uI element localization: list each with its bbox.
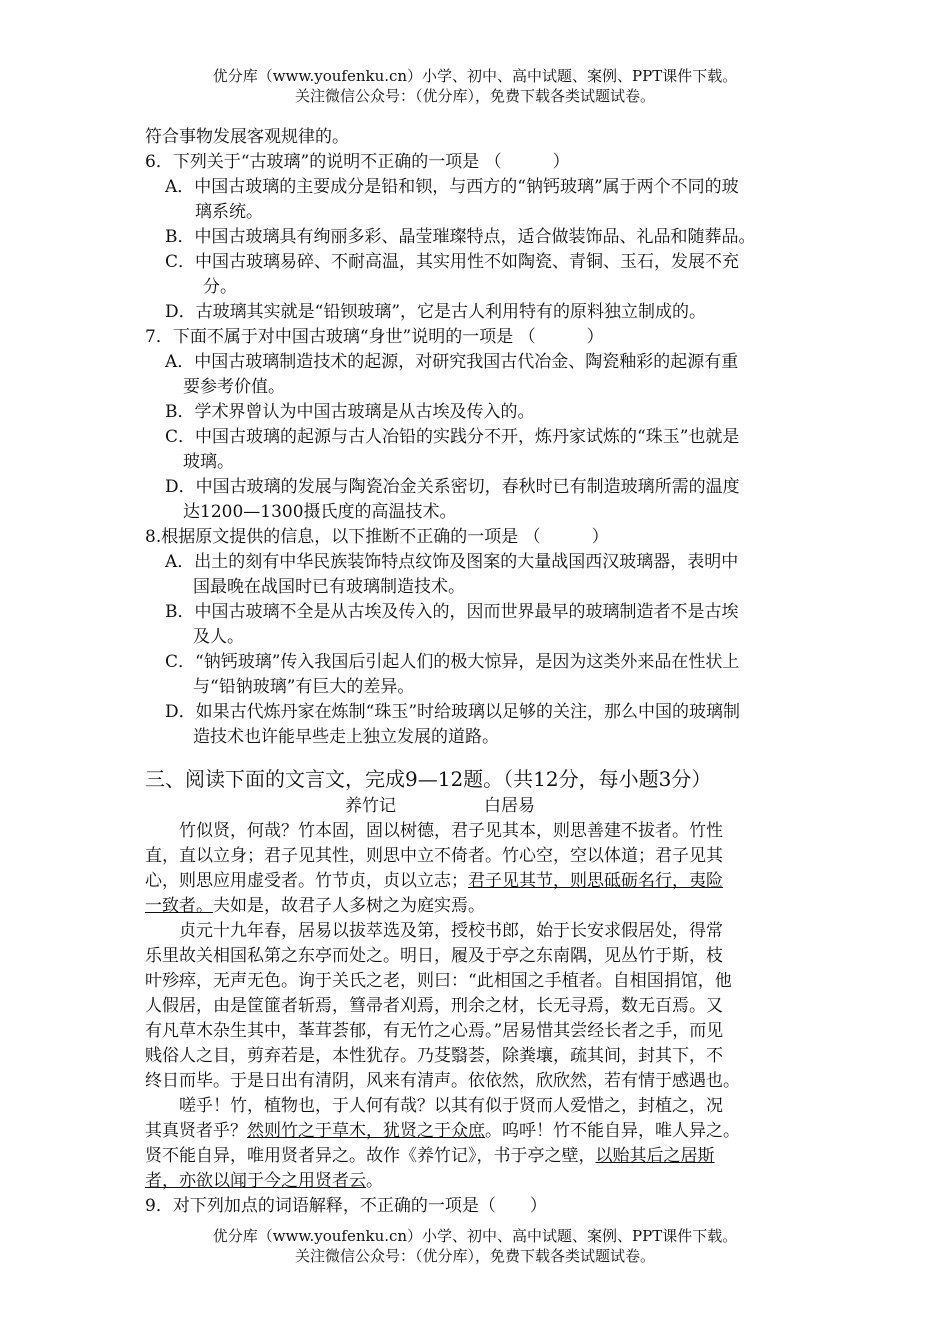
q6-option-d: D．古玻璃其实就是“铅钡玻璃”，它是古人利用特有的原料独立制成的。 xyxy=(165,302,707,322)
passage-line: 贱俗人之目，剪弃若是，本性犹存。乃芟翳荟，除粪壤，疏其间，封其下，不 xyxy=(145,1046,723,1066)
q7-option-a: A．中国古玻璃制造技术的起源，对研究我国古代冶金、陶瓷釉彩的起源有重 xyxy=(165,352,739,372)
q8-option-d-cont: 造技术也许能早些走上独立发展的道路。 xyxy=(193,727,499,747)
passage-line xyxy=(145,894,810,919)
page-header xyxy=(0,66,950,106)
q8-option-a-cont: 国最晚在战国时已有玻璃制造技术。 xyxy=(193,577,465,597)
q7-option-c-cont: 玻璃。 xyxy=(183,452,234,472)
q7-option-b: B．学术界曾认为中国古玻璃是从古埃及传入的。 xyxy=(165,402,535,422)
passage-paragraph-3 xyxy=(145,1094,810,1194)
section-3-heading: 三、阅读下面的文言文，完成9—12题。（共12分，每小题3分） xyxy=(145,767,712,791)
passage-paragraph-1 xyxy=(145,819,810,919)
footer-line-2: 关注微信公众号：（优分库），免费下载各类试题试卷。 xyxy=(294,1247,655,1265)
passage-text: 贤不能自异，唯用贤者异之。故作《养竹记》，书于亭之壁， xyxy=(145,1146,596,1166)
q8-option-c: C．“钠钙玻璃”传入我国后引起人们的极大惊异，是因为这类外来品在性状上 xyxy=(165,652,740,672)
passage-line xyxy=(145,1169,810,1194)
underlined-text: 然则竹之于草木，犹贤之于众庶 xyxy=(247,1121,485,1141)
document-body xyxy=(145,125,810,1219)
passage-line: 乐里故关相国私第之东亭而处之。明日，履及于亭之东南隅，见丛竹于斯，枝 xyxy=(145,946,723,966)
passage-title-row xyxy=(145,794,810,819)
passage-line xyxy=(145,1119,810,1144)
passage-text: 其真贤者乎？ xyxy=(145,1121,247,1141)
q8-option-b-cont: 及人。 xyxy=(193,627,244,647)
q8-stem: 8.根据原文提供的信息，以下推断不正确的一项是 （ ） xyxy=(145,527,609,547)
underlined-text: 一致者。 xyxy=(145,896,213,916)
q7-stem: 7．下面不属于对中国古玻璃“身世”说明的一项是 （ ） xyxy=(145,327,604,347)
question-8 xyxy=(145,525,810,750)
passage-line: 贞元十九年春，居易以拔萃选及第，授校书郎，始于长安求假居处，得常 xyxy=(179,921,723,941)
passage-text: 心，则思应用虚受者。竹节贞，贞以立志； xyxy=(145,871,468,891)
passage-line: 叶殄瘁，无声无色。询于关氏之老，则曰：“此相国之手植者。自相国捐馆，他 xyxy=(145,971,732,991)
q6-option-c: C．中国古玻璃易碎、不耐高温，其实用性不如陶瓷、青铜、玉石，发展不充 xyxy=(165,252,740,272)
header-line-1: 优分库（www.youfenku.cn）小学、初中、高中试题、案例、PPT课件下载。 xyxy=(212,67,738,85)
passage-paragraph-2 xyxy=(145,919,810,1094)
q7-option-d: D．中国古玻璃的发展与陶瓷冶金关系密切，春秋时已有制造玻璃所需的温度 xyxy=(165,477,740,497)
passage-text: 。 xyxy=(366,1171,383,1191)
question-7 xyxy=(145,325,810,525)
passage-text: 夫如是，故君子人多树之为庭实焉。 xyxy=(213,896,485,916)
q6-stem: 6．下列关于“古玻璃”的说明不正确的一项是 （ ） xyxy=(145,152,570,172)
intro-line: 符合事物发展客观规律的。 xyxy=(145,127,349,147)
passage-line: 嗟乎！竹，植物也，于人何有哉？以其有似于贤而人爱惜之，封植之，况 xyxy=(179,1096,723,1116)
passage-line: 人假居，由是筐篚者斩焉，篲帚者刈焉，刑余之材，长无寻焉，数无百焉。又 xyxy=(145,996,723,1016)
passage-line: 有凡草木杂生其中，莑茸荟郁，有无竹之心焉。”居易惜其尝经长者之手，而见 xyxy=(145,1021,724,1041)
q9-stem: 9．对下列加点的词语解释，不正确的一项是（ ） xyxy=(145,1196,547,1216)
q7-option-c: C．中国古玻璃的起源与古人冶铅的实践分不开，炼丹家试炼的“珠玉”也就是 xyxy=(165,427,740,447)
underlined-text: 君子见其节，则思砥砺名行，夷险 xyxy=(468,871,723,891)
q6-option-c-cont: 分。 xyxy=(203,277,237,297)
underlined-text: 以贻其后之居斯 xyxy=(595,1146,715,1166)
passage-line xyxy=(145,1144,810,1169)
header-line-2: 关注微信公众号：（优分库），免费下载各类试题试卷。 xyxy=(294,87,655,105)
q6-option-a: A．中国古玻璃的主要成分是铅和钡，与西方的“钠钙玻璃”属于两个不同的玻 xyxy=(165,177,739,197)
passage-text: 。呜呼！竹不能自异，唯人异之。 xyxy=(485,1121,740,1141)
q8-option-b: B．中国古玻璃不全是从古埃及传入的，因而世界最早的玻璃制造者不是古埃 xyxy=(165,602,739,622)
q7-option-a-cont: 要参考价值。 xyxy=(183,377,285,397)
passage-line: 终日而毕。于是日出有清阴，风来有清声。依依然，欣欣然，若有情于感遇也。 xyxy=(145,1071,740,1091)
passage-title: 养竹记 xyxy=(345,796,396,816)
passage-line xyxy=(145,869,810,894)
footer-line-1: 优分库（www.youfenku.cn）小学、初中、高中试题、案例、PPT课件下载。 xyxy=(212,1227,738,1245)
q8-option-c-cont: 与“铅钠玻璃”有巨大的差异。 xyxy=(193,677,415,697)
question-6 xyxy=(145,150,810,325)
passage-author: 白居易 xyxy=(484,796,535,816)
q7-option-d-cont: 达1200—1300摄氏度的高温技术。 xyxy=(183,502,457,522)
q6-option-a-cont: 璃系统。 xyxy=(195,202,263,222)
q8-option-a: A．出土的刻有中华民族装饰特点纹饰及图案的大量战国西汉玻璃器，表明中 xyxy=(165,552,739,572)
page-footer xyxy=(0,1226,950,1266)
passage-line: 竹似贤，何哉？竹本固，固以树德，君子见其本，则思善建不拔者。竹性 xyxy=(179,821,723,841)
q8-option-d: D．如果古代炼丹家在炼制“珠玉”时给玻璃以足够的关注，那么中国的玻璃制 xyxy=(165,702,741,722)
passage-line: 直，直以立身；君子见其性，则思中立不倚者。竹心空，空以体道；君子见其 xyxy=(145,846,723,866)
underlined-text: 者，亦欲以闻于今之用贤者云 xyxy=(145,1171,366,1191)
q6-option-b: B．中国古玻璃具有绚丽多彩、晶莹璀璨特点，适合做装饰品、礼品和随葬品。 xyxy=(165,227,756,247)
